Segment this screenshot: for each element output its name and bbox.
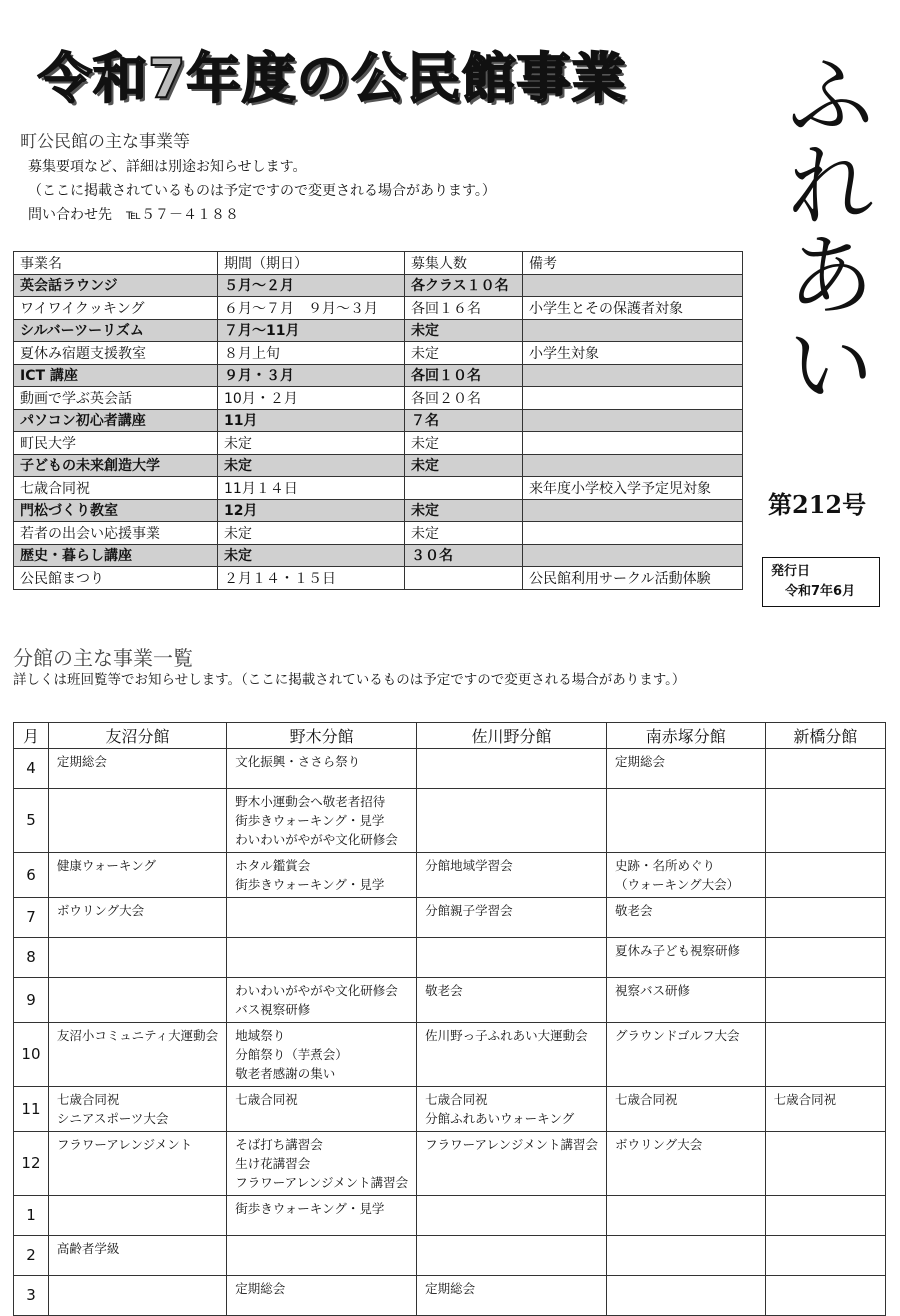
branch-event-line: 街歩きウォーキング・見学 bbox=[235, 877, 385, 892]
branch-table-row bbox=[14, 1276, 886, 1316]
events-cell: 小学生対象 bbox=[523, 342, 743, 365]
branch-event-line: 友沼小コミュニティ大運動会 bbox=[56, 1028, 219, 1043]
events-cell: 来年度小学校入学予定児対象 bbox=[523, 477, 743, 500]
events-cell: 小学生とその保護者対象 bbox=[523, 297, 743, 320]
branch-section-note: 詳しくは班回覧等でお知らせします。（ここに掲載されているものは予定ですので変更される場合があります。） bbox=[13, 672, 686, 688]
events-cell: ８月上旬 bbox=[218, 342, 405, 365]
branch-event-line: 敬老者感謝の集い bbox=[235, 1066, 336, 1081]
month-cell: 10 bbox=[14, 1023, 49, 1087]
branch-event-line: 佐川野っ子ふれあい大運動会 bbox=[425, 1028, 588, 1043]
branch-event-cell bbox=[765, 938, 885, 978]
branch-header-cell: 野木分館 bbox=[227, 723, 417, 749]
events-cell: 町民大学 bbox=[14, 432, 218, 455]
note-details: 募集要項など、詳細は別途お知らせします。 bbox=[28, 159, 307, 175]
branch-event-line: 史跡・名所めぐり bbox=[614, 858, 715, 873]
branch-event-cell bbox=[227, 938, 417, 978]
events-cell: ICT 講座 bbox=[14, 364, 218, 387]
branch-event-cell bbox=[417, 938, 607, 978]
events-cell: ６月～７月 ９月～３月 bbox=[218, 297, 405, 320]
branch-event-cell bbox=[48, 1276, 226, 1316]
events-cell: 11月１４日 bbox=[218, 477, 405, 500]
branch-event-cell bbox=[417, 749, 607, 789]
events-table-row bbox=[14, 342, 743, 365]
branch-event-cell bbox=[765, 1276, 885, 1316]
events-cell: 未定 bbox=[405, 432, 523, 455]
month-cell: 8 bbox=[14, 938, 49, 978]
events-cell bbox=[405, 567, 523, 590]
branch-event-cell bbox=[227, 1196, 417, 1236]
branch-event-cell bbox=[606, 1023, 765, 1087]
branch-event-cell bbox=[227, 978, 417, 1023]
branch-event-cell bbox=[765, 898, 885, 938]
month-cell: 12 bbox=[14, 1132, 49, 1196]
events-header-cell: 備考 bbox=[523, 252, 743, 275]
month-cell: 4 bbox=[14, 749, 49, 789]
events-header-cell: 募集人数 bbox=[405, 252, 523, 275]
events-cell: 11月 bbox=[218, 409, 405, 432]
subheading: 町公民館の主な事業等 bbox=[20, 132, 190, 152]
branch-event-cell bbox=[765, 1132, 885, 1196]
events-table-row bbox=[14, 477, 743, 500]
events-cell: ９月・３月 bbox=[218, 364, 405, 387]
branch-event-line: 七歳合同祝 bbox=[614, 1092, 678, 1107]
branch-event-cell bbox=[227, 1276, 417, 1316]
events-table-row bbox=[14, 432, 743, 455]
branch-event-cell bbox=[765, 853, 885, 898]
events-table-row bbox=[14, 297, 743, 320]
branch-event-line: 分館親子学習会 bbox=[425, 903, 513, 918]
events-cell: 英会話ラウンジ bbox=[14, 274, 218, 297]
branch-event-cell bbox=[227, 789, 417, 853]
events-table-row bbox=[14, 274, 743, 297]
events-cell bbox=[523, 499, 743, 522]
branch-event-line: 地域祭り bbox=[235, 1028, 286, 1043]
branch-event-cell bbox=[417, 1236, 607, 1276]
events-cell bbox=[405, 477, 523, 500]
branch-header-cell: 南赤塚分館 bbox=[606, 723, 765, 749]
branch-table-row bbox=[14, 1236, 886, 1276]
events-cell: ５月～２月 bbox=[218, 274, 405, 297]
branch-event-cell bbox=[606, 1087, 765, 1132]
events-cell bbox=[523, 544, 743, 567]
events-header-cell: 事業名 bbox=[14, 252, 218, 275]
branch-event-cell bbox=[227, 1132, 417, 1196]
month-cell: 1 bbox=[14, 1196, 49, 1236]
branch-event-line: 生け花講習会 bbox=[235, 1156, 311, 1171]
branch-event-line: 定期総会 bbox=[614, 754, 665, 769]
branch-event-line: 敬老会 bbox=[614, 903, 653, 918]
branch-event-cell bbox=[417, 1087, 607, 1132]
branch-event-line: フラワーアレンジメント講習会 bbox=[235, 1175, 409, 1190]
branch-table-row bbox=[14, 789, 886, 853]
branch-event-cell bbox=[765, 789, 885, 853]
events-cell: 未定 bbox=[218, 432, 405, 455]
note-disclaimer: （ここに掲載されているものは予定ですので変更される場合があります。） bbox=[28, 183, 496, 199]
branch-event-line: 七歳合同祝 bbox=[235, 1092, 298, 1107]
branch-event-cell bbox=[417, 789, 607, 853]
events-cell bbox=[523, 432, 743, 455]
month-cell: 3 bbox=[14, 1276, 49, 1316]
branch-event-line: わいわいがやがや文化研修会 bbox=[235, 983, 398, 998]
branch-event-cell bbox=[606, 1276, 765, 1316]
branch-event-cell bbox=[417, 978, 607, 1023]
branch-event-line: 七歳合同祝 bbox=[773, 1092, 837, 1107]
branch-event-line: 高齢者学級 bbox=[56, 1241, 120, 1256]
branch-table-row bbox=[14, 898, 886, 938]
events-table-row bbox=[14, 544, 743, 567]
events-cell bbox=[523, 454, 743, 477]
branch-event-cell bbox=[417, 1196, 607, 1236]
events-cell bbox=[523, 387, 743, 410]
newsletter-name: ふれあい bbox=[770, 48, 875, 408]
branch-event-cell bbox=[227, 853, 417, 898]
branch-event-line: フラワーアレンジメント講習会 bbox=[425, 1137, 598, 1152]
branch-event-line: 七歳合同祝 bbox=[425, 1092, 488, 1107]
events-cell: 未定 bbox=[405, 522, 523, 545]
events-header-cell: 期間（期日） bbox=[218, 252, 405, 275]
branch-event-cell bbox=[417, 853, 607, 898]
branch-event-cell bbox=[606, 789, 765, 853]
branch-event-line: 敬老会 bbox=[425, 983, 463, 998]
branch-table-row bbox=[14, 749, 886, 789]
branch-event-line: わいわいがやがや文化研修会 bbox=[235, 832, 398, 847]
issue-number: 第212号 bbox=[768, 490, 867, 519]
events-cell: 未定 bbox=[405, 454, 523, 477]
events-cell: 公民館利用サークル活動体験 bbox=[523, 567, 743, 590]
branch-event-cell bbox=[606, 853, 765, 898]
events-cell: 夏休み宿題支援教室 bbox=[14, 342, 218, 365]
events-cell: 歴史・暮らし講座 bbox=[14, 544, 218, 567]
branch-event-cell bbox=[606, 749, 765, 789]
events-table-row bbox=[14, 409, 743, 432]
events-table-row bbox=[14, 499, 743, 522]
branch-event-cell bbox=[417, 1023, 607, 1087]
publication-label: 発行日 bbox=[771, 564, 811, 579]
branch-event-line: 分館地域学習会 bbox=[425, 858, 513, 873]
events-cell: 各回２０名 bbox=[405, 387, 523, 410]
branch-event-cell bbox=[48, 938, 226, 978]
events-cell bbox=[523, 522, 743, 545]
branch-event-cell bbox=[765, 1023, 885, 1087]
branch-event-cell bbox=[765, 1087, 885, 1132]
branch-event-line: ボウリング大会 bbox=[56, 903, 145, 918]
events-cell: ７名 bbox=[405, 409, 523, 432]
branch-event-cell bbox=[765, 1236, 885, 1276]
events-cell: シルバーツーリズム bbox=[14, 319, 218, 342]
branch-event-cell bbox=[417, 898, 607, 938]
events-cell: 各クラス１０名 bbox=[405, 274, 523, 297]
month-cell: 2 bbox=[14, 1236, 49, 1276]
events-cell: ３０名 bbox=[405, 544, 523, 567]
branch-event-cell bbox=[48, 978, 226, 1023]
page-title: 令和7年度の公民館事業 bbox=[38, 47, 627, 110]
branch-event-cell bbox=[48, 1087, 226, 1132]
branch-event-line: グラウンドゴルフ大会 bbox=[614, 1028, 740, 1043]
branch-event-line: 定期総会 bbox=[425, 1281, 476, 1296]
branch-event-cell bbox=[606, 938, 765, 978]
branch-event-line: 分館ふれあいウォーキング bbox=[425, 1111, 575, 1126]
branch-table-row bbox=[14, 1023, 886, 1087]
month-cell: 6 bbox=[14, 853, 49, 898]
events-cell: 子どもの未来創造大学 bbox=[14, 454, 218, 477]
branch-event-line: ホタル鑑賞会 bbox=[235, 858, 311, 873]
branch-event-line: 定期総会 bbox=[235, 1281, 286, 1296]
events-table-row bbox=[14, 387, 743, 410]
branch-event-line: 七歳合同祝 bbox=[56, 1092, 120, 1107]
events-table-row bbox=[14, 567, 743, 590]
branch-event-cell bbox=[48, 1132, 226, 1196]
events-cell: 未定 bbox=[405, 342, 523, 365]
events-cell bbox=[523, 364, 743, 387]
branch-event-line: バス視察研修 bbox=[235, 1002, 311, 1017]
branch-event-cell bbox=[48, 1023, 226, 1087]
events-cell: 10月・２月 bbox=[218, 387, 405, 410]
events-cell: ７月～11月 bbox=[218, 319, 405, 342]
events-cell: 各回１０名 bbox=[405, 364, 523, 387]
events-cell: 未定 bbox=[405, 319, 523, 342]
branch-event-cell bbox=[48, 749, 226, 789]
branch-event-cell bbox=[227, 898, 417, 938]
branch-event-line: 文化振興・ささら祭り bbox=[235, 754, 361, 769]
events-cell: 公民館まつり bbox=[14, 567, 218, 590]
branch-header-cell: 月 bbox=[14, 723, 49, 749]
events-cell: 門松づくり教室 bbox=[14, 499, 218, 522]
events-table-row bbox=[14, 319, 743, 342]
events-cell bbox=[523, 274, 743, 297]
branch-event-cell bbox=[606, 1196, 765, 1236]
branch-header-cell: 新橋分館 bbox=[765, 723, 885, 749]
branch-event-cell bbox=[765, 1196, 885, 1236]
events-cell bbox=[523, 319, 743, 342]
branch-header-cell: 友沼分館 bbox=[48, 723, 226, 749]
events-cell: 未定 bbox=[218, 454, 405, 477]
branch-event-cell bbox=[606, 898, 765, 938]
branch-event-line: （ウォーキング大会） bbox=[614, 877, 740, 892]
branch-event-cell bbox=[48, 853, 226, 898]
branch-event-cell bbox=[227, 749, 417, 789]
branch-event-cell bbox=[48, 898, 226, 938]
events-cell: 七歳合同祝 bbox=[14, 477, 218, 500]
branch-event-line: 分館祭り（芋煮会） bbox=[235, 1047, 348, 1062]
events-cell: ２月１４・１５日 bbox=[218, 567, 405, 590]
branch-event-cell bbox=[227, 1236, 417, 1276]
month-cell: 9 bbox=[14, 978, 49, 1023]
events-cell: 未定 bbox=[218, 544, 405, 567]
events-cell: 未定 bbox=[218, 522, 405, 545]
branch-event-cell bbox=[606, 1132, 765, 1196]
branch-event-cell bbox=[765, 749, 885, 789]
events-cell: パソコン初心者講座 bbox=[14, 409, 218, 432]
branch-section-title: 分館の主な事業一覧 bbox=[13, 646, 193, 670]
branch-header-cell: 佐川野分館 bbox=[417, 723, 607, 749]
events-cell: 若者の出会い応援事業 bbox=[14, 522, 218, 545]
events-cell: 各回１６名 bbox=[405, 297, 523, 320]
branch-table-row bbox=[14, 853, 886, 898]
branch-event-line: 健康ウォーキング bbox=[56, 858, 157, 873]
branch-event-cell bbox=[227, 1023, 417, 1087]
branch-event-line: ボウリング大会 bbox=[614, 1137, 703, 1152]
branch-event-line: 夏休み子ども視察研修 bbox=[614, 943, 740, 958]
events-cell: ワイワイクッキング bbox=[14, 297, 218, 320]
branch-event-cell bbox=[606, 978, 765, 1023]
events-table bbox=[13, 251, 743, 590]
branch-event-cell bbox=[227, 1087, 417, 1132]
branch-table-row bbox=[14, 1196, 886, 1236]
branch-event-line: フラワーアレンジメント bbox=[56, 1137, 193, 1152]
events-cell bbox=[523, 409, 743, 432]
events-table-row bbox=[14, 522, 743, 545]
note-contact: 問い合わせ先 ℡５７－４１８８ bbox=[28, 207, 240, 223]
publication-box bbox=[762, 557, 880, 607]
events-cell: 動画で学ぶ英会話 bbox=[14, 387, 218, 410]
branch-table-row bbox=[14, 938, 886, 978]
events-table-header bbox=[14, 252, 743, 275]
events-table-row bbox=[14, 454, 743, 477]
branch-event-line: シニアスポーツ大会 bbox=[56, 1111, 169, 1126]
branch-table-row bbox=[14, 1087, 886, 1132]
branch-event-cell bbox=[765, 978, 885, 1023]
branch-table-row bbox=[14, 1132, 886, 1196]
events-table-row bbox=[14, 364, 743, 387]
branch-event-line: 街歩きウォーキング・見学 bbox=[235, 1201, 385, 1216]
branch-event-line: 野木小運動会へ敬老者招待 bbox=[235, 794, 386, 809]
branch-event-cell bbox=[48, 1236, 226, 1276]
branch-event-line: 街歩きウォーキング・見学 bbox=[235, 813, 385, 828]
publication-date: 令和7年6月 bbox=[785, 584, 856, 599]
branch-event-cell bbox=[48, 789, 226, 853]
branch-event-cell bbox=[417, 1132, 607, 1196]
branch-event-line: 視察バス研修 bbox=[614, 983, 690, 998]
branch-event-line: 定期総会 bbox=[56, 754, 107, 769]
events-cell: 12月 bbox=[218, 499, 405, 522]
branch-table-row bbox=[14, 978, 886, 1023]
branch-table bbox=[13, 722, 886, 1316]
month-cell: 7 bbox=[14, 898, 49, 938]
month-cell: 11 bbox=[14, 1087, 49, 1132]
month-cell: 5 bbox=[14, 789, 49, 853]
branch-event-line: そば打ち講習会 bbox=[235, 1137, 323, 1152]
branch-event-cell bbox=[417, 1276, 607, 1316]
events-cell: 未定 bbox=[405, 499, 523, 522]
branch-event-cell bbox=[48, 1196, 226, 1236]
branch-event-cell bbox=[606, 1236, 765, 1276]
